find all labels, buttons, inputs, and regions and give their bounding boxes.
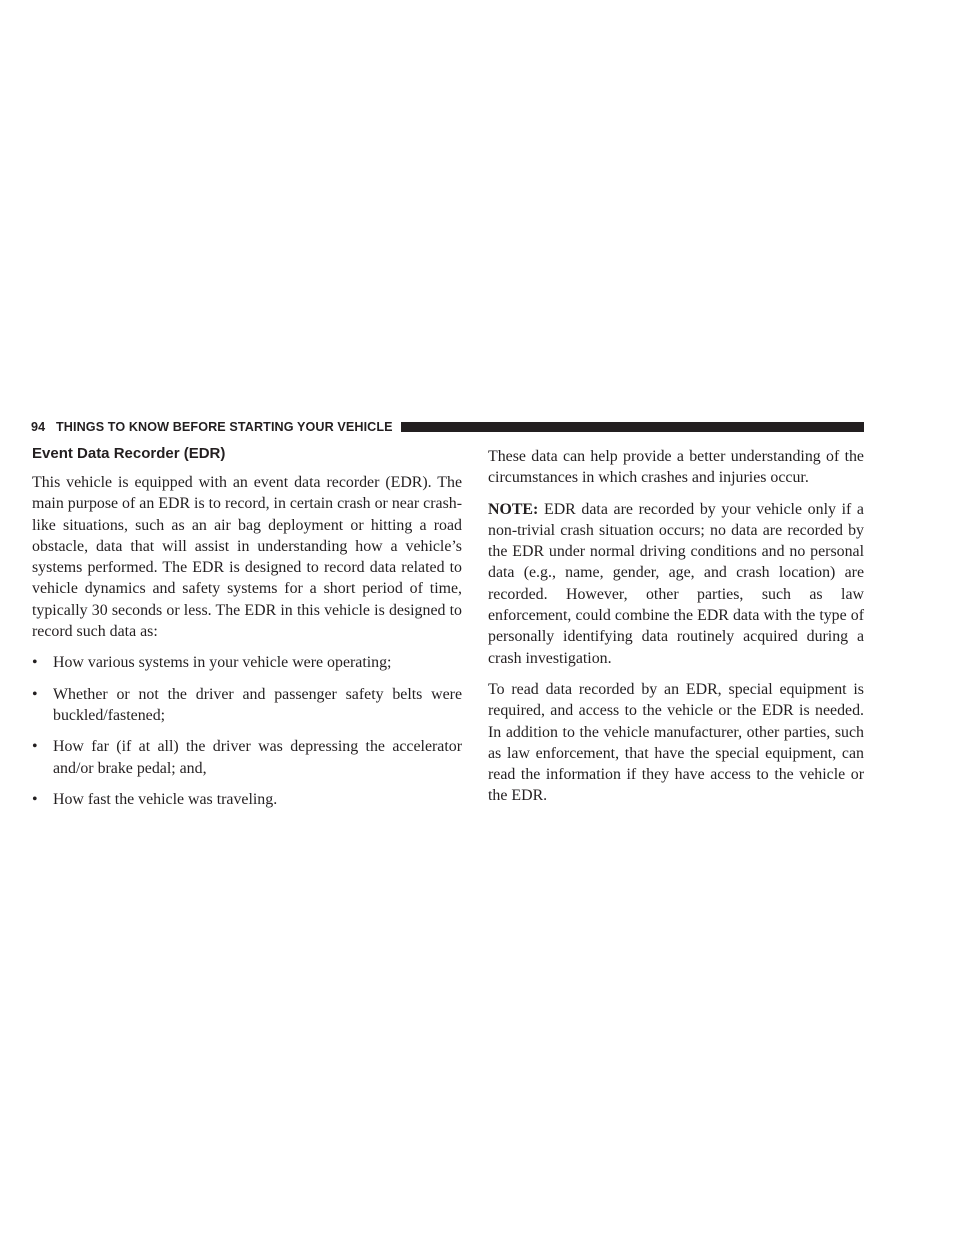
- note-label: NOTE:: [488, 500, 539, 518]
- intro-paragraph: This vehicle is equipped with an event data recorder (EDR). The main purpose of an EDR is to record, in certain crash or near crash-like situations, such as an air bag deployment or hitting a road obstacle, data that will assist in understanding how a vehicle’s systems performed. The EDR is designed to record data related to vehicle dynamics and safety systems for a short period of time, typically 30 seconds or less. The EDR in this vehicle is designed to record such data as:: [32, 474, 462, 641]
- list-item: [32, 652, 462, 673]
- bullet-icon: •: [32, 738, 38, 756]
- reading-data-paragraph: To read data recorded by an EDR, special equipment is required, and access to the vehicle or the EDR is needed. In addition to the vehicle manufacturer, other parties, such as law enforcement, that have the special equipment, can read the information if they have access to the vehicle or the EDR.: [488, 680, 864, 805]
- running-title: THINGS TO KNOW BEFORE STARTING YOUR VEHICLE: [56, 420, 393, 434]
- understanding-paragraph: These data can help provide a better understanding of the circumstances in which crashes and injuries occur.: [488, 448, 864, 487]
- section-title: Event Data Recorder (EDR): [32, 445, 226, 462]
- list-item-text: How fast the vehicle was traveling.: [53, 790, 278, 808]
- list-item: [32, 684, 462, 727]
- edr-data-list: [32, 652, 462, 810]
- header-rule: [401, 422, 864, 432]
- page-number: 94: [31, 420, 46, 434]
- note-text: EDR data are recorded by your vehicle only if a non-trivial crash situation occurs; no data are recorded by the EDR under normal driving conditions and no personal data (e.g., name, gender, age, and crash location) are recorded. However, other parties, such as law enforcement, could combine the EDR data with the type of personally identifying data routinely acquired during a crash investigation.: [488, 500, 864, 667]
- list-item: [32, 789, 462, 810]
- bullet-icon: •: [32, 790, 38, 808]
- page-number-and-title: [31, 419, 393, 435]
- list-item: [32, 736, 462, 779]
- list-item-text: How far (if at all) the driver was depressing the accelerator and/or brake pedal; and,: [53, 738, 462, 777]
- right-column: [488, 446, 864, 817]
- list-item-text: How various systems in your vehicle were operating;: [53, 654, 392, 672]
- bullet-icon: •: [32, 654, 38, 672]
- bullet-icon: •: [32, 685, 38, 703]
- left-column: [32, 444, 462, 820]
- note-paragraph: [488, 499, 864, 669]
- list-item-text: Whether or not the driver and passenger safety belts were buckled/fastened;: [53, 685, 462, 724]
- running-header: [31, 419, 864, 435]
